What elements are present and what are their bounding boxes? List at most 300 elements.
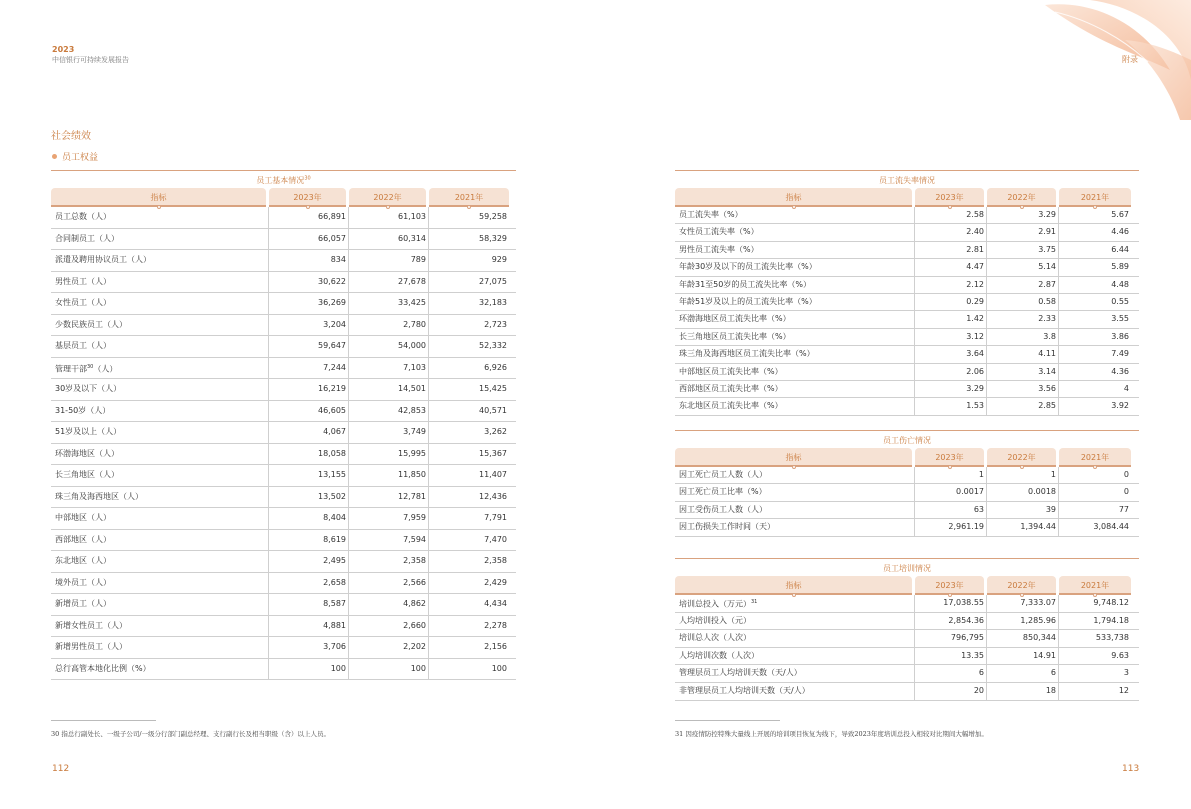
row-label-text: 西部地区（人） bbox=[55, 534, 111, 544]
value-cell: 66,891 bbox=[269, 207, 349, 228]
value-cell: 3.92 bbox=[1111, 401, 1129, 411]
table-row bbox=[51, 422, 516, 444]
row-label bbox=[51, 487, 269, 508]
value-cell: 4,862 bbox=[349, 594, 429, 615]
value-cell: 0.29 bbox=[915, 294, 987, 310]
value-cell: 2.33 bbox=[987, 311, 1059, 327]
value-cell: 13,502 bbox=[269, 487, 349, 508]
row-label bbox=[675, 259, 915, 275]
value-cell: 12 bbox=[1118, 685, 1129, 695]
value-cell: 2,780 bbox=[349, 315, 429, 336]
table-row bbox=[675, 294, 1139, 311]
row-label bbox=[675, 224, 915, 240]
row-label bbox=[675, 467, 915, 483]
row-label bbox=[675, 630, 915, 647]
footnote-marker: 30 bbox=[304, 175, 311, 182]
column-header: 2021年 bbox=[1059, 576, 1131, 595]
column-header: 2021年 bbox=[429, 188, 509, 207]
row-label bbox=[51, 659, 269, 680]
row-label-text: 男性员工（人） bbox=[55, 276, 111, 286]
row-label-text: 51岁及以上（人） bbox=[55, 427, 122, 436]
value-cell: 6 bbox=[987, 665, 1059, 682]
value-cell: 30,622 bbox=[269, 272, 349, 293]
value-cell: 1 bbox=[987, 467, 1059, 483]
column-header: 2023年 bbox=[269, 188, 346, 207]
row-label-text: 中部地区（人） bbox=[55, 513, 111, 522]
row-label-text: 培训总投入（万元） bbox=[679, 599, 751, 609]
value-cell: 533,738 bbox=[1095, 633, 1129, 643]
value-cell: 2,660 bbox=[349, 616, 429, 637]
value-cell: 2.91 bbox=[987, 224, 1059, 240]
table-row bbox=[51, 293, 516, 315]
value-cell: 7,791 bbox=[484, 513, 507, 522]
row-label bbox=[675, 277, 915, 293]
report-year: 2023 bbox=[52, 45, 75, 54]
value-cell: 12,781 bbox=[349, 487, 429, 508]
value-cell: 100 bbox=[491, 663, 507, 673]
value-cell: 1 bbox=[915, 467, 987, 483]
row-label-text: 31-50岁（人） bbox=[55, 405, 111, 415]
table-row bbox=[51, 207, 516, 229]
table-title bbox=[675, 430, 1139, 448]
table-row bbox=[675, 207, 1139, 224]
row-label bbox=[51, 207, 269, 228]
value-cell: 52,332 bbox=[479, 341, 507, 350]
row-label bbox=[51, 315, 269, 336]
value-cell: 7,333.07 bbox=[987, 595, 1059, 612]
value-cell: 2.12 bbox=[915, 277, 987, 293]
table-row bbox=[51, 444, 516, 466]
table-title bbox=[51, 170, 516, 188]
value-cell: 8,619 bbox=[269, 530, 349, 551]
row-label bbox=[51, 637, 269, 658]
row-label bbox=[675, 502, 915, 518]
value-cell: 2,723 bbox=[484, 319, 507, 329]
footnote-left: 30 指总行副处长、一级子公司/一级分行部门副总经理、支行副行长及相当职级（含）以上人员。 bbox=[51, 730, 331, 738]
row-label-text: 境外员工（人） bbox=[55, 577, 111, 587]
row-label bbox=[675, 311, 915, 327]
row-label-text: 东北地区员工流失比率（%） bbox=[679, 401, 783, 411]
value-cell: 2,429 bbox=[484, 577, 507, 587]
value-cell: 2.58 bbox=[915, 207, 987, 223]
footnote-marker: 31 bbox=[751, 599, 758, 605]
row-label-text: 中部地区员工流失比率（%） bbox=[679, 366, 783, 376]
value-cell: 3.75 bbox=[987, 242, 1059, 258]
row-label bbox=[51, 530, 269, 551]
value-cell: 2,854.36 bbox=[915, 613, 987, 630]
table-row bbox=[51, 315, 516, 337]
value-cell: 3.29 bbox=[915, 381, 987, 397]
table-row bbox=[675, 648, 1139, 666]
row-label-text: 西部地区员工流失比率（%） bbox=[679, 383, 783, 393]
row-label-text: 新增女性员工（人） bbox=[55, 620, 127, 630]
row-label bbox=[51, 616, 269, 637]
row-label-text: 培训总人次（人次） bbox=[679, 633, 751, 643]
value-cell: 3.29 bbox=[987, 207, 1059, 223]
table-row bbox=[51, 573, 516, 595]
row-label bbox=[675, 329, 915, 345]
row-label-text: 人均培训次数（人次） bbox=[679, 650, 759, 660]
row-label-text: 长三角地区（人） bbox=[55, 470, 119, 479]
value-cell: 7,594 bbox=[349, 530, 429, 551]
column-header: 2022年 bbox=[987, 448, 1056, 467]
row-label bbox=[51, 573, 269, 594]
employee-training-table bbox=[675, 558, 1139, 701]
column-header: 2023年 bbox=[915, 576, 984, 595]
table-row bbox=[675, 398, 1139, 415]
value-cell: 2,156 bbox=[484, 642, 507, 651]
table-title bbox=[675, 170, 1139, 188]
row-label-text: 因工伤损失工作时间（天） bbox=[679, 522, 775, 532]
value-cell: 13.35 bbox=[915, 648, 987, 665]
table-row bbox=[675, 242, 1139, 259]
row-label bbox=[675, 346, 915, 362]
value-cell: 40,571 bbox=[479, 405, 507, 415]
table-row bbox=[675, 277, 1139, 294]
value-cell: 1,794.18 bbox=[1093, 615, 1129, 625]
row-label-text: 非管理层员工人均培训天数（天/人） bbox=[679, 685, 810, 695]
table-row bbox=[675, 484, 1139, 501]
column-header: 指标 bbox=[675, 448, 912, 467]
value-cell: 17,038.55 bbox=[915, 595, 987, 612]
value-cell: 100 bbox=[349, 659, 429, 680]
value-cell: 0.55 bbox=[1111, 296, 1129, 306]
value-cell: 4.48 bbox=[1111, 279, 1129, 289]
value-cell: 54,000 bbox=[349, 336, 429, 357]
table-row bbox=[51, 379, 516, 401]
row-label-text: 管理层员工人均培训天数（天/人） bbox=[679, 668, 802, 678]
value-cell: 60,314 bbox=[349, 229, 429, 250]
value-cell: 0.58 bbox=[987, 294, 1059, 310]
value-cell: 0.0017 bbox=[915, 484, 987, 500]
table-row bbox=[51, 229, 516, 251]
subsection-title bbox=[52, 150, 98, 163]
section-title: 社会绩效 bbox=[51, 131, 91, 142]
value-cell: 66,057 bbox=[269, 229, 349, 250]
row-label bbox=[675, 242, 915, 258]
value-cell: 5.67 bbox=[1111, 210, 1129, 219]
table-row bbox=[675, 665, 1139, 683]
row-label-text: 男性员工流失率（%） bbox=[679, 244, 759, 254]
row-label-text: 合同制员工（人） bbox=[55, 233, 119, 243]
value-cell: 789 bbox=[349, 250, 429, 271]
value-cell: 2,658 bbox=[269, 573, 349, 594]
value-cell: 5.89 bbox=[1111, 262, 1129, 272]
row-label bbox=[51, 293, 269, 314]
table-row bbox=[51, 250, 516, 272]
row-label-text: 女性员工（人） bbox=[55, 298, 111, 307]
row-label bbox=[675, 613, 915, 630]
value-cell: 3.14 bbox=[987, 364, 1059, 380]
value-cell: 2.81 bbox=[915, 242, 987, 258]
value-cell: 3,706 bbox=[269, 637, 349, 658]
value-cell: 27,678 bbox=[349, 272, 429, 293]
value-cell: 2,495 bbox=[269, 551, 349, 572]
value-cell: 8,404 bbox=[269, 508, 349, 529]
column-header: 指标 bbox=[675, 576, 912, 595]
value-cell: 2,202 bbox=[349, 637, 429, 658]
table-title-text: 员工基本情况 bbox=[256, 176, 305, 185]
value-cell: 2,566 bbox=[349, 573, 429, 594]
value-cell: 11,850 bbox=[349, 465, 429, 486]
value-cell: 1,394.44 bbox=[987, 519, 1059, 535]
employee-basic-table bbox=[51, 170, 516, 680]
value-cell: 3.56 bbox=[987, 381, 1059, 397]
value-cell: 2,961.19 bbox=[915, 519, 987, 535]
row-label-text: 东北地区（人） bbox=[55, 556, 111, 565]
value-cell: 4,881 bbox=[269, 616, 349, 637]
page-number-right: 113 bbox=[1122, 764, 1140, 774]
table-row bbox=[675, 519, 1139, 536]
table-row bbox=[675, 502, 1139, 519]
row-label bbox=[51, 250, 269, 271]
row-label bbox=[51, 401, 269, 422]
table-header bbox=[675, 576, 1139, 595]
value-cell: 33,425 bbox=[349, 293, 429, 314]
table-row bbox=[675, 224, 1139, 241]
subsection-label: 员工权益 bbox=[62, 153, 99, 163]
table-row bbox=[675, 259, 1139, 276]
bullet-dot-icon bbox=[52, 154, 57, 159]
value-cell: 4.11 bbox=[987, 346, 1059, 362]
value-cell: 7,959 bbox=[349, 508, 429, 529]
table-title-text: 员工伤亡情况 bbox=[883, 436, 931, 445]
value-cell: 2.06 bbox=[915, 364, 987, 380]
value-cell: 850,344 bbox=[987, 630, 1059, 647]
value-cell: 3.12 bbox=[915, 329, 987, 345]
value-cell: 0.0018 bbox=[987, 484, 1059, 500]
section-appendix-label: 附录 bbox=[1122, 55, 1138, 64]
value-cell: 0 bbox=[1123, 487, 1129, 497]
table-row bbox=[675, 595, 1139, 613]
value-cell: 39 bbox=[987, 502, 1059, 518]
row-label-suffix: （人） bbox=[93, 364, 118, 374]
value-cell: 6 bbox=[915, 665, 987, 682]
value-cell: 5.14 bbox=[987, 259, 1059, 275]
row-label-text: 环渤海地区（人） bbox=[55, 448, 119, 458]
value-cell: 1.42 bbox=[915, 311, 987, 327]
row-label bbox=[675, 683, 915, 700]
table-title-text: 员工流失率情况 bbox=[879, 176, 935, 185]
report-title: 中信银行可持续发展报告 bbox=[52, 56, 129, 64]
value-cell: 16,219 bbox=[269, 379, 349, 400]
value-cell: 58,329 bbox=[479, 233, 507, 243]
value-cell: 12,436 bbox=[479, 491, 507, 501]
row-label-text: 新增男性员工（人） bbox=[55, 642, 127, 651]
value-cell: 59,258 bbox=[479, 212, 507, 221]
row-label-text: 新增员工（人） bbox=[55, 599, 111, 608]
value-cell: 3.55 bbox=[1111, 314, 1129, 324]
value-cell: 2,278 bbox=[484, 620, 507, 630]
value-cell: 6,926 bbox=[484, 362, 507, 372]
value-cell: 4.36 bbox=[1111, 366, 1129, 376]
column-header: 2023年 bbox=[915, 188, 984, 207]
value-cell: 61,103 bbox=[349, 207, 429, 228]
decorative-petal-graphic bbox=[1030, 0, 1191, 120]
row-label bbox=[675, 519, 915, 535]
column-header: 2022年 bbox=[349, 188, 426, 207]
footnote-marker: 30 bbox=[87, 363, 94, 370]
table-row bbox=[675, 346, 1139, 363]
row-label bbox=[675, 398, 915, 414]
value-cell: 18,058 bbox=[269, 444, 349, 465]
employee-injury-table bbox=[675, 430, 1139, 537]
footnote-divider-right bbox=[675, 720, 780, 721]
row-label bbox=[675, 595, 915, 612]
row-label-text: 长三角地区员工流失比率（%） bbox=[679, 331, 791, 341]
table-row bbox=[51, 487, 516, 509]
value-cell: 834 bbox=[269, 250, 349, 271]
row-label-text: 年龄30岁及以下的员工流失比率（%） bbox=[679, 262, 817, 272]
value-cell: 4.47 bbox=[915, 259, 987, 275]
row-label bbox=[675, 648, 915, 665]
value-cell: 18 bbox=[987, 683, 1059, 700]
value-cell: 15,367 bbox=[479, 448, 507, 458]
table-row bbox=[675, 311, 1139, 328]
page-number-left: 112 bbox=[52, 764, 70, 774]
value-cell: 36,269 bbox=[269, 293, 349, 314]
row-label bbox=[675, 484, 915, 500]
table-row bbox=[675, 683, 1139, 701]
table-row bbox=[675, 613, 1139, 631]
value-cell: 7.49 bbox=[1111, 349, 1129, 359]
row-label bbox=[675, 381, 915, 397]
row-label-text: 珠三角及海西地区（人） bbox=[55, 491, 143, 501]
value-cell: 3,262 bbox=[484, 427, 507, 436]
value-cell: 4,434 bbox=[484, 599, 507, 608]
table-row bbox=[51, 401, 516, 423]
row-label-text: 基层员工（人） bbox=[55, 341, 111, 350]
footnote-divider-left bbox=[51, 720, 156, 721]
row-label-text: 环渤海地区员工流失比率（%） bbox=[679, 314, 791, 324]
table-row bbox=[675, 630, 1139, 648]
value-cell: 14.91 bbox=[987, 648, 1059, 665]
table-row bbox=[51, 594, 516, 616]
row-label-text: 人均培训投入（元） bbox=[679, 615, 751, 625]
value-cell: 20 bbox=[915, 683, 987, 700]
row-label-text: 因工死亡员工人数（人） bbox=[679, 470, 767, 479]
value-cell: 2,358 bbox=[349, 551, 429, 572]
row-label-text: 员工流失率（%） bbox=[679, 210, 743, 219]
value-cell: 7,470 bbox=[484, 534, 507, 544]
table-row bbox=[51, 272, 516, 294]
value-cell: 7,244 bbox=[269, 358, 349, 379]
column-header: 指标 bbox=[51, 188, 266, 207]
column-header: 2021年 bbox=[1059, 448, 1131, 467]
row-label bbox=[51, 422, 269, 443]
value-cell: 15,995 bbox=[349, 444, 429, 465]
value-cell: 15,425 bbox=[479, 384, 507, 393]
value-cell: 2.85 bbox=[987, 398, 1059, 414]
value-cell: 9.63 bbox=[1111, 650, 1129, 660]
row-label bbox=[51, 444, 269, 465]
table-row bbox=[675, 467, 1139, 484]
table-row bbox=[51, 659, 516, 681]
employee-turnover-table bbox=[675, 170, 1139, 416]
row-label-text: 女性员工流失率（%） bbox=[679, 227, 759, 237]
table-row bbox=[51, 358, 516, 380]
row-label-text: 少数民族员工（人） bbox=[55, 319, 127, 329]
value-cell: 13,155 bbox=[269, 465, 349, 486]
value-cell: 3.8 bbox=[987, 329, 1059, 345]
table-title-text: 员工培训情况 bbox=[883, 564, 931, 573]
value-cell: 1.53 bbox=[915, 398, 987, 414]
column-header: 2021年 bbox=[1059, 188, 1131, 207]
table-row bbox=[51, 336, 516, 358]
value-cell: 8,587 bbox=[269, 594, 349, 615]
value-cell: 1,285.96 bbox=[987, 613, 1059, 630]
row-label bbox=[51, 229, 269, 250]
row-label bbox=[51, 594, 269, 615]
row-label-text: 因工死亡员工比率（%） bbox=[679, 487, 767, 497]
row-label-text: 年龄31至50岁的员工流失比率（%） bbox=[679, 279, 811, 289]
table-row bbox=[51, 465, 516, 487]
table-row bbox=[51, 508, 516, 530]
column-header: 2022年 bbox=[987, 188, 1056, 207]
row-label bbox=[51, 465, 269, 486]
value-cell: 63 bbox=[915, 502, 987, 518]
table-row bbox=[51, 616, 516, 638]
table-header bbox=[51, 188, 516, 207]
row-label bbox=[51, 272, 269, 293]
value-cell: 4 bbox=[1123, 383, 1129, 393]
value-cell: 2,358 bbox=[484, 556, 507, 565]
column-header: 指标 bbox=[675, 188, 912, 207]
value-cell: 3,084.44 bbox=[1093, 522, 1129, 532]
value-cell: 2.87 bbox=[987, 277, 1059, 293]
table-row bbox=[51, 637, 516, 659]
row-label bbox=[51, 508, 269, 529]
row-label-text: 管理干部 bbox=[55, 364, 87, 374]
table-row bbox=[51, 530, 516, 552]
value-cell: 796,795 bbox=[915, 630, 987, 647]
table-header bbox=[675, 448, 1139, 467]
value-cell: 7,103 bbox=[349, 358, 429, 379]
value-cell: 2.40 bbox=[915, 224, 987, 240]
value-cell: 3 bbox=[1123, 668, 1129, 678]
row-label-text: 总行高管本地化比例（%） bbox=[55, 663, 151, 673]
value-cell: 4.46 bbox=[1111, 227, 1129, 237]
row-label bbox=[51, 358, 269, 379]
row-label bbox=[675, 207, 915, 223]
row-label bbox=[675, 294, 915, 310]
table-row bbox=[675, 329, 1139, 346]
value-cell: 3,204 bbox=[269, 315, 349, 336]
value-cell: 3,749 bbox=[349, 422, 429, 443]
row-label-text: 珠三角及海西地区员工流失比率（%） bbox=[679, 349, 815, 359]
row-label-text: 派遣及聘用协议员工（人） bbox=[55, 255, 151, 264]
value-cell: 59,647 bbox=[269, 336, 349, 357]
table-header bbox=[675, 188, 1139, 207]
row-label-text: 年龄51岁及以上的员工流失比率（%） bbox=[679, 296, 817, 306]
row-label bbox=[51, 551, 269, 572]
row-label bbox=[51, 379, 269, 400]
value-cell: 0 bbox=[1123, 470, 1129, 479]
column-header: 2023年 bbox=[915, 448, 984, 467]
table-row bbox=[675, 364, 1139, 381]
row-label bbox=[51, 336, 269, 357]
row-label bbox=[675, 364, 915, 380]
value-cell: 3.86 bbox=[1111, 331, 1129, 341]
value-cell: 3.64 bbox=[915, 346, 987, 362]
column-header: 2022年 bbox=[987, 576, 1056, 595]
footnote-right: 31 因疫情防控特殊大量线上开展的培训项目恢复为线下，导致2023年度培训总投入相较对比期间大幅增加。 bbox=[675, 730, 988, 738]
value-cell: 4,067 bbox=[269, 422, 349, 443]
value-cell: 42,853 bbox=[349, 401, 429, 422]
value-cell: 27,075 bbox=[479, 276, 507, 286]
table-title bbox=[675, 558, 1139, 576]
row-label-text: 员工总数（人） bbox=[55, 212, 111, 221]
